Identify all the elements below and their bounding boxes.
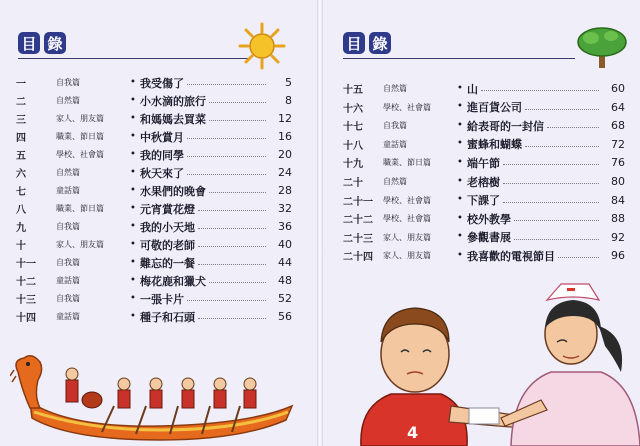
bullet-icon: • bbox=[457, 231, 463, 243]
toc-entry-title: 校外教學 bbox=[467, 212, 511, 226]
toc-entry-category: 自然篇 bbox=[383, 177, 407, 186]
toc-entry[interactable] bbox=[343, 210, 625, 227]
toc-entry-number: 九 bbox=[16, 223, 26, 234]
bullet-icon: • bbox=[130, 292, 136, 304]
boy-shirt-number: 4 bbox=[407, 423, 419, 442]
toc-entry-number: 十九 bbox=[343, 159, 363, 171]
toc-entry-title: 老榕樹 bbox=[467, 175, 500, 189]
toc-entry-number: 十五 bbox=[343, 85, 363, 96]
toc-entry-title: 一張卡片 bbox=[140, 292, 184, 306]
bullet-icon: • bbox=[130, 274, 136, 286]
toc-entry-title: 我受傷了 bbox=[140, 76, 184, 90]
heading-char-1: 目 bbox=[343, 32, 365, 54]
toc-entry-number: 十一 bbox=[16, 259, 36, 270]
toc-entry-number: 十四 bbox=[16, 313, 36, 324]
toc-entry-category: 職業、節日篇 bbox=[56, 132, 104, 141]
toc-entry-title: 種子和石頭 bbox=[140, 310, 195, 324]
toc-entry-category: 學校、社會篇 bbox=[383, 102, 431, 112]
toc-entry-category: 職業、節日篇 bbox=[56, 204, 104, 213]
toc-entry[interactable] bbox=[343, 80, 625, 97]
toc-entry-category: 童話篇 bbox=[56, 186, 80, 195]
toc-entry-number: 十二 bbox=[16, 277, 36, 288]
toc-entry[interactable] bbox=[16, 200, 292, 217]
toc-entry-number: 二十一 bbox=[343, 196, 373, 208]
sun-icon bbox=[238, 22, 286, 70]
toc-entry-number: 二十四 bbox=[343, 252, 373, 264]
bullet-icon: • bbox=[130, 166, 136, 178]
toc-entry-category: 自然篇 bbox=[383, 84, 407, 93]
toc-entry-number: 二 bbox=[16, 97, 26, 108]
dot-leader bbox=[503, 183, 599, 184]
toc-entry-page: 60 bbox=[611, 82, 625, 95]
toc-entry[interactable] bbox=[16, 182, 292, 199]
toc-entry[interactable] bbox=[343, 192, 625, 209]
toc-entry-number: 十七 bbox=[343, 122, 363, 134]
toc-entry-page: 76 bbox=[611, 156, 625, 170]
toc-entry-number: 八 bbox=[16, 205, 26, 216]
right-page bbox=[323, 0, 640, 446]
toc-entry-category: 家人、朋友篇 bbox=[383, 232, 431, 242]
dot-leader bbox=[198, 210, 266, 211]
bullet-icon: • bbox=[457, 212, 463, 224]
toc-entry-page: 44 bbox=[278, 256, 292, 269]
toc-entry-page: 68 bbox=[611, 119, 625, 133]
toc-entry[interactable] bbox=[16, 146, 292, 163]
dot-leader bbox=[503, 202, 599, 203]
dot-leader bbox=[209, 120, 266, 121]
bullet-icon: • bbox=[457, 119, 463, 131]
toc-entry-number: 六 bbox=[16, 169, 26, 180]
bullet-icon: • bbox=[130, 94, 136, 106]
nurse-boy-icon bbox=[351, 276, 640, 446]
dot-leader bbox=[503, 164, 599, 165]
toc-entry[interactable] bbox=[16, 272, 292, 289]
dot-leader bbox=[514, 220, 599, 221]
heading-rule bbox=[343, 58, 575, 59]
toc-entry-page: 72 bbox=[611, 137, 625, 151]
toc-entry-title: 下課了 bbox=[467, 194, 500, 208]
toc-entry-title: 進百貨公司 bbox=[467, 101, 522, 115]
toc-entry-title: 秋天來了 bbox=[140, 166, 184, 180]
left-heading bbox=[18, 32, 66, 54]
toc-entry-number: 十八 bbox=[343, 140, 363, 152]
heading-char-2: 錄 bbox=[369, 32, 391, 54]
bullet-icon: • bbox=[130, 202, 136, 214]
toc-entry-category: 家人、朋友篇 bbox=[56, 114, 104, 123]
toc-entry-category: 職業、節日篇 bbox=[383, 158, 431, 168]
toc-entry[interactable] bbox=[16, 254, 292, 271]
toc-entry[interactable] bbox=[16, 236, 292, 253]
tree-icon bbox=[575, 24, 629, 70]
toc-entry-title: 難忘的一餐 bbox=[140, 256, 195, 270]
dot-leader bbox=[198, 318, 266, 319]
toc-entry-category: 學校、社會篇 bbox=[56, 150, 104, 159]
toc-entry-title: 水果們的晚會 bbox=[140, 184, 206, 198]
toc-entry[interactable] bbox=[16, 74, 292, 91]
toc-entry-title: 可敬的老師 bbox=[140, 238, 195, 252]
toc-entry-page: 16 bbox=[278, 130, 292, 143]
toc-entry-number: 七 bbox=[16, 187, 26, 198]
toc-entry[interactable] bbox=[343, 229, 625, 246]
toc-entry-page: 5 bbox=[285, 76, 292, 89]
toc-entry-page: 48 bbox=[278, 274, 292, 287]
toc-entry-title: 端午節 bbox=[467, 156, 500, 170]
toc-entry[interactable] bbox=[16, 308, 292, 325]
toc-entry-category: 家人、朋友篇 bbox=[383, 251, 431, 261]
bullet-icon: • bbox=[130, 184, 136, 196]
toc-entry[interactable] bbox=[16, 128, 292, 145]
bullet-icon: • bbox=[130, 220, 136, 232]
toc-entry[interactable] bbox=[343, 173, 625, 190]
toc-entry-category: 童話篇 bbox=[383, 139, 407, 149]
dot-leader bbox=[187, 138, 266, 139]
toc-entry-page: 12 bbox=[278, 112, 292, 125]
toc-entry-number: 三 bbox=[16, 115, 26, 126]
heading-rule bbox=[18, 58, 248, 59]
toc-entry[interactable] bbox=[16, 218, 292, 235]
toc-entry[interactable] bbox=[16, 110, 292, 127]
toc-entry-number: 一 bbox=[16, 79, 26, 90]
toc-entry-number: 二十三 bbox=[343, 233, 373, 245]
bullet-icon: • bbox=[130, 238, 136, 250]
dot-leader bbox=[198, 246, 266, 247]
dot-leader bbox=[481, 90, 599, 91]
dot-leader bbox=[187, 156, 266, 157]
toc-entry[interactable] bbox=[343, 117, 625, 134]
toc-entry-category: 自然篇 bbox=[56, 168, 80, 177]
toc-entry-page: 52 bbox=[278, 292, 292, 305]
toc-entry-page: 24 bbox=[278, 166, 292, 179]
toc-entry-number: 二十二 bbox=[343, 215, 373, 227]
dot-leader bbox=[525, 146, 599, 147]
toc-entry-page: 36 bbox=[278, 220, 292, 233]
toc-entry-category: 童話篇 bbox=[56, 312, 80, 321]
dot-leader bbox=[547, 127, 599, 128]
toc-entry-title: 蜜蜂和蝴蝶 bbox=[467, 138, 522, 152]
toc-entry-number: 二十 bbox=[343, 178, 363, 189]
toc-entry-title: 中秋賞月 bbox=[140, 130, 184, 144]
toc-entry-title: 我的同學 bbox=[140, 148, 184, 162]
bullet-icon: • bbox=[130, 76, 136, 88]
toc-entry-title: 給表哥的一封信 bbox=[467, 119, 544, 133]
toc-entry-page: 96 bbox=[611, 249, 625, 263]
bullet-icon: • bbox=[130, 130, 136, 142]
toc-entry-category: 自我篇 bbox=[56, 78, 80, 87]
toc-entry-category: 家人、朋友篇 bbox=[56, 240, 104, 249]
bullet-icon: • bbox=[457, 175, 463, 187]
toc-entry[interactable] bbox=[343, 136, 625, 153]
toc-entry-category: 學校、社會篇 bbox=[383, 214, 431, 224]
dot-leader bbox=[198, 264, 266, 265]
toc-entry-page: 8 bbox=[285, 94, 292, 107]
dot-leader bbox=[209, 192, 266, 193]
toc-entry-number: 十三 bbox=[16, 295, 36, 306]
bullet-icon: • bbox=[130, 148, 136, 160]
left-page bbox=[0, 0, 317, 446]
toc-entry-page: 40 bbox=[278, 238, 292, 251]
bullet-icon: • bbox=[130, 112, 136, 124]
right-heading bbox=[343, 32, 391, 54]
toc-entry[interactable] bbox=[343, 154, 625, 171]
toc-entry-title: 和媽媽去買菜 bbox=[140, 112, 206, 126]
dragon-boat-icon bbox=[10, 350, 302, 442]
toc-entry-page: 20 bbox=[278, 148, 292, 161]
toc-entry-page: 56 bbox=[278, 310, 292, 323]
toc-entry-number: 十六 bbox=[343, 103, 363, 115]
toc-entry-page: 64 bbox=[611, 100, 625, 114]
bullet-icon: • bbox=[457, 101, 463, 113]
toc-entry-title: 我的小天地 bbox=[140, 220, 195, 234]
toc-entry[interactable] bbox=[16, 164, 292, 181]
toc-entry-page: 80 bbox=[611, 175, 625, 188]
toc-entry[interactable] bbox=[343, 247, 625, 264]
bullet-icon: • bbox=[457, 156, 463, 168]
toc-entry-category: 自我篇 bbox=[56, 222, 80, 231]
dot-leader bbox=[187, 84, 266, 85]
toc-entry-number: 四 bbox=[16, 133, 26, 144]
toc-entry-category: 自我篇 bbox=[56, 258, 80, 267]
dot-leader bbox=[187, 174, 266, 175]
toc-entry-category: 自然篇 bbox=[56, 96, 80, 105]
toc-entry-page: 88 bbox=[611, 212, 625, 226]
toc-entry-number: 五 bbox=[16, 151, 26, 162]
toc-entry-category: 童話篇 bbox=[56, 276, 80, 285]
toc-entry-page: 92 bbox=[611, 230, 625, 244]
dot-leader bbox=[525, 109, 599, 110]
dot-leader bbox=[209, 102, 266, 103]
bullet-icon: • bbox=[130, 310, 136, 322]
toc-entry[interactable] bbox=[343, 99, 625, 116]
bullet-icon: • bbox=[457, 138, 463, 150]
toc-entry-title: 山 bbox=[467, 82, 478, 96]
toc-entry-page: 84 bbox=[611, 193, 625, 207]
toc-entry-number: 十 bbox=[16, 241, 26, 252]
bullet-icon: • bbox=[457, 82, 463, 94]
toc-entry-page: 28 bbox=[278, 184, 292, 197]
toc-entry-category: 自我篇 bbox=[56, 294, 80, 303]
dot-leader bbox=[209, 282, 266, 283]
toc-entry-title: 元宵賞花燈 bbox=[140, 202, 195, 216]
toc-entry-category: 學校、社會篇 bbox=[383, 195, 431, 205]
toc-entry-title: 梅花鹿和獵犬 bbox=[140, 274, 206, 288]
heading-char-1: 目 bbox=[18, 32, 40, 54]
bullet-icon: • bbox=[130, 256, 136, 268]
toc-entry[interactable] bbox=[16, 92, 292, 109]
toc-entry-title: 我喜歡的電視節目 bbox=[467, 249, 555, 263]
toc-entry-title: 小水滴的旅行 bbox=[140, 94, 206, 108]
bullet-icon: • bbox=[457, 194, 463, 206]
toc-entry-category: 自我篇 bbox=[383, 121, 407, 131]
bullet-icon: • bbox=[457, 249, 463, 261]
toc-entry[interactable] bbox=[16, 290, 292, 307]
dot-leader bbox=[198, 228, 266, 229]
heading-char-2: 錄 bbox=[44, 32, 66, 54]
dot-leader bbox=[558, 257, 599, 258]
dot-leader bbox=[514, 239, 599, 240]
toc-entry-page: 32 bbox=[278, 202, 292, 215]
dot-leader bbox=[187, 300, 266, 301]
toc-entry-title: 參觀書展 bbox=[467, 231, 511, 245]
